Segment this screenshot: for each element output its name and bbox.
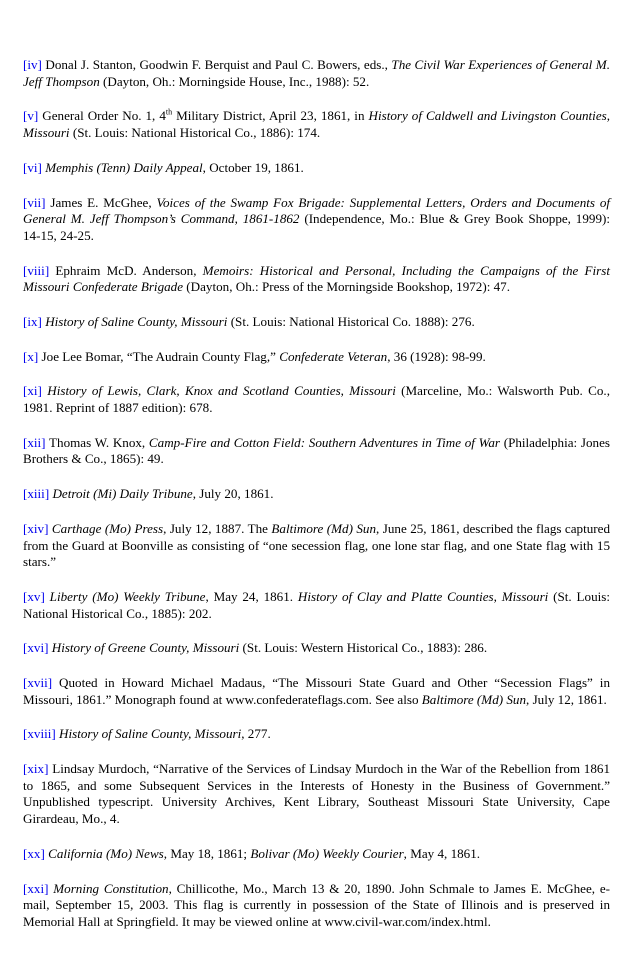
endnote-text: , July 20, 1861. [192,486,274,502]
endnote-ref-link[interactable]: [xiv] [23,520,49,536]
endnote-ref-link[interactable]: [viii] [23,262,50,278]
endnote [23,349,610,366]
endnotes-list [23,57,610,949]
endnote-ref-link[interactable]: [xix] [23,761,49,777]
endnote [23,383,610,416]
endnote-text: , 36 (1928): 98-99. [387,348,486,364]
endnote [23,881,610,931]
endnote-ref-link[interactable]: [v] [23,108,39,124]
italic-title: Camp-Fire and Cotton Field: Southern Adventures in Time of War [148,434,500,450]
endnote [23,57,610,90]
italic-title: History of Lewis, Clark, Knox and Scotland Counties, Missouri [47,383,396,399]
italic-title: Memphis (Tenn) Daily Appeal [45,159,203,175]
endnote-ref-link[interactable]: [vii] [23,194,46,210]
endnote-text: , 277. [241,726,271,742]
endnote-text: Donal J. Stanton, Goodwin F. Berquist and Paul C. Bowers, eds., [41,57,392,72]
endnote-text: (St. Louis: Western Historical Co., 1883): 286. [239,640,488,656]
endnote [23,435,610,468]
italic-title: California (Mo) News [48,845,164,861]
endnote-text: Military District, April 23, 1861, in [172,108,369,124]
italic-title: Morning Constitution [53,880,169,896]
italic-title: Confederate Veteran [279,348,388,364]
endnote-text: Lindsay Murdoch, “Narrative of the Services of Lindsay Murdoch in the War of the Rebellion from 1861 to 1865, and some Subsequent Services in the Interests of Honesty in the Business of Government.” Unpublished typescript. University Archives, Kent Library, Southeast Missouri State University, Cape Girardeau, Mo., 4. [23,761,610,827]
italic-title: Detroit (Mi) Daily Tribune [52,486,193,502]
endnote-text: Thomas W. Knox, [45,434,149,450]
endnote-text: , July 12, 1887. The [163,520,272,536]
endnote [23,263,610,296]
endnote-ref-link[interactable]: [xviii] [23,726,56,742]
italic-title: History of Greene County, Missouri [51,640,240,656]
endnote-text: , May 24, 1861. [205,588,298,604]
endnote-text: (Dayton, Oh.: Morningside House, Inc., 1988): 52. [99,73,370,89]
endnote-text: , May 18, 1861; [163,845,251,861]
endnote-ref-link[interactable]: [xi] [23,383,42,399]
endnote-text: (Philadelphia: Jones Brothers & Co., 1865): 49. [23,434,610,467]
endnote [23,486,610,503]
endnote-ref-link[interactable]: [xxi] [23,880,49,896]
italic-title: Voices of the Swamp Fox Brigade: Supplemental Letters, Orders and Documents of General M. Jeff Thompson’s Command, 1861-1862 [23,194,611,227]
endnote [23,640,610,657]
endnote [23,195,610,245]
endnote-text: (St. Louis: National Historical Co., 1885): 202. [23,588,610,621]
endnote-ref-link[interactable]: [vi] [23,159,42,175]
endnote-ref-link[interactable]: [ix] [23,313,42,329]
endnote-ref-link[interactable]: [xvi] [23,640,49,656]
endnote-text: (Independence, Mo.: Blue & Grey Book Shoppe, 1999): 14-15, 24-25. [23,211,610,243]
italic-title: History of Saline County, Missouri [45,313,228,329]
endnote-text: , June 25, 1861, described the flags captured from the Guard at Boonville as consisting of “one secession flag, one lone star flag, and one State flag with 15 stars.” [23,520,611,570]
endnote-ref-link[interactable]: [xvii] [23,675,53,691]
endnote-text: Joe Lee Bomar, “The Audrain County Flag,” [38,348,280,364]
endnote [23,726,610,743]
italic-title: The Civil War Experiences of General M. Jeff Thompson [23,57,610,89]
endnote-text: , October 19, 1861. [202,159,304,175]
endnote [23,846,610,863]
endnote-text: Ephraim McD. Anderson, [49,262,203,278]
endnote [23,521,610,571]
endnote-text: , May 4, 1861. [403,845,481,861]
endnote-text: James E. McGhee, [45,194,157,210]
italic-title: Memoirs: Historical and Personal, Including the Campaigns of the First Missouri Confederate Brigade [23,262,610,295]
italic-title: Liberty (Mo) Weekly Tribune [49,588,206,604]
endnote [23,314,610,331]
italic-title: History of Saline County, Missouri [59,726,242,742]
endnote-ref-link[interactable]: [xii] [23,434,46,450]
italic-title: History of Clay and Platte Counties, Missouri [297,588,549,604]
endnote-ref-link[interactable]: [xiii] [23,486,50,502]
italic-title: Baltimore (Md) Sun [271,520,377,536]
italic-title: History of Caldwell and Livingston Counties, Missouri [23,108,610,140]
endnote-text: (St. Louis: National Historical Co., 1886): 174. [69,124,321,140]
endnote [23,675,610,708]
superscript-text: th [165,108,173,118]
italic-title: Carthage (Mo) Press [51,520,164,536]
endnote-text: , Chillicothe, Mo., March 13 & 20, 1890. John Schmale to James E. McGhee, e-mail, September 15, 2003. This flag is currently in possession of the State of Illinois and is preserved in Memorial Hall at Springfield. It may be viewed online at www.civil-war.com/index.html. [23,880,610,929]
endnote [23,160,610,177]
endnote-text: , July 12, 1861. [526,691,607,707]
endnote-ref-link[interactable]: [xx] [23,845,45,861]
endnote [23,589,610,622]
endnote-ref-link[interactable]: [iv] [23,57,42,72]
endnote-ref-link[interactable]: [x] [23,348,39,364]
endnote-text: (Marceline, Mo.: Walsworth Pub. Co., 1981. Reprint of 1887 edition): 678. [23,383,610,416]
italic-title: Bolivar (Mo) Weekly Courier [250,845,404,861]
endnote [23,108,610,141]
endnote-text: (St. Louis: National Historical Co. 1888): 276. [227,313,475,329]
endnote-text: (Dayton, Oh.: Press of the Morningside Bookshop, 1972): 47. [183,279,510,295]
endnote [23,761,610,827]
endnote-text: General Order No. 1, 4 [38,108,166,124]
endnote-text: Quoted in Howard Michael Madaus, “The Missouri State Guard and Other “Secession Flags” in Missouri, 1861.” Monograph found at www.confederateflags.com. See also [23,675,610,707]
endnote-ref-link[interactable]: [xv] [23,588,45,604]
italic-title: Baltimore (Md) Sun [421,691,527,707]
